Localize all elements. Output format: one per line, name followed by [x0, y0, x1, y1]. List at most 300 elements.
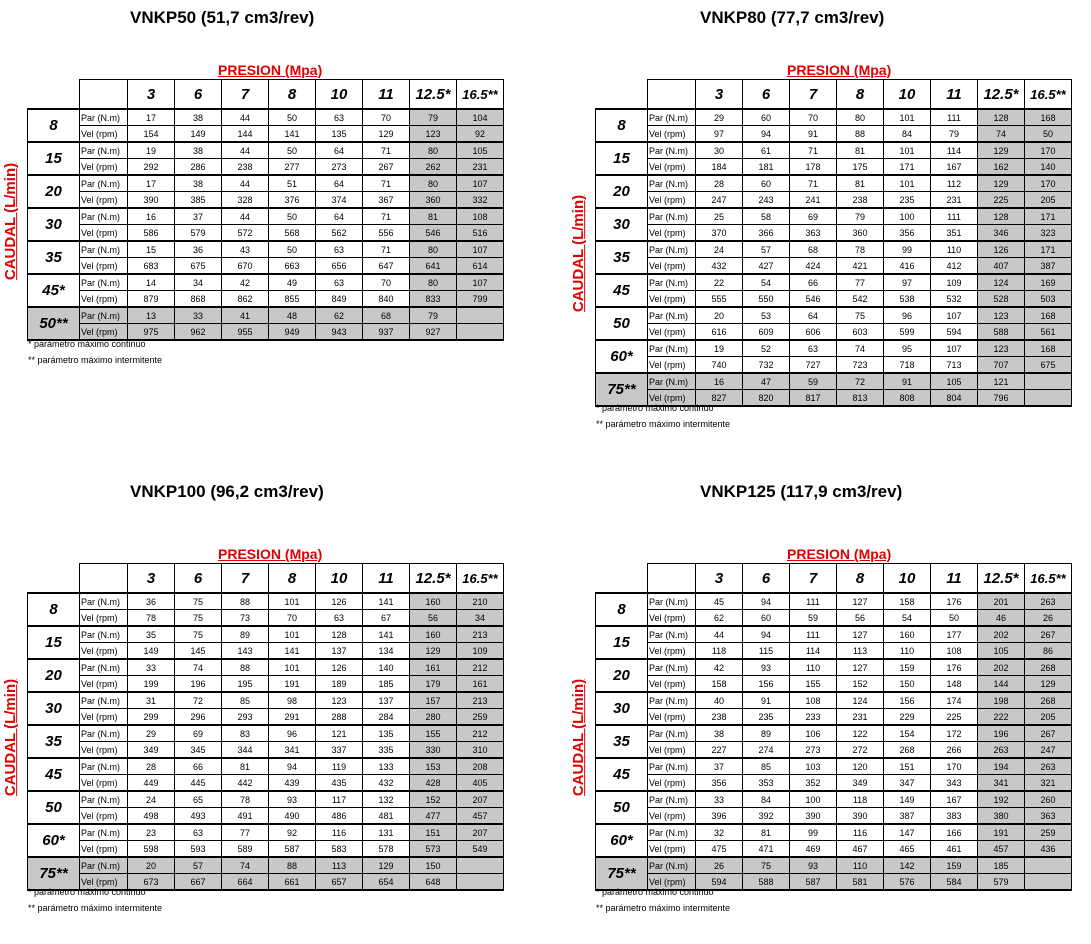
speed-cell: 713 — [931, 357, 978, 374]
pressure-header: 7 — [222, 564, 269, 594]
torque-cell: 74 — [837, 340, 884, 357]
flow-value: 45 — [596, 758, 648, 791]
par-label: Par (N.m) — [80, 142, 128, 159]
speed-cell: 337 — [316, 742, 363, 759]
pressure-header: 3 — [128, 80, 175, 110]
torque-cell: 171 — [1025, 241, 1072, 258]
torque-cell: 96 — [269, 725, 316, 742]
torque-cell: 268 — [1025, 659, 1072, 676]
speed-cell: 149 — [175, 126, 222, 143]
speed-cell: 606 — [790, 324, 837, 341]
torque-cell: 44 — [222, 142, 269, 159]
speed-cell: 233 — [790, 709, 837, 726]
speed-cell: 129 — [363, 126, 410, 143]
presion-axis-label: PRESION (Mpa) — [218, 62, 323, 78]
torque-cell — [1025, 857, 1072, 874]
speed-cell: 92 — [457, 126, 504, 143]
torque-cell: 19 — [128, 142, 175, 159]
par-label: Par (N.m) — [648, 109, 696, 126]
torque-cell: 63 — [175, 824, 222, 841]
torque-cell: 32 — [696, 824, 743, 841]
speed-cell: 498 — [128, 808, 175, 825]
torque-cell: 126 — [978, 241, 1025, 258]
torque-cell: 170 — [1025, 142, 1072, 159]
par-label: Par (N.m) — [648, 692, 696, 709]
speed-cell: 114 — [790, 643, 837, 660]
speed-cell: 528 — [978, 291, 1025, 308]
pressure-header: 3 — [128, 564, 175, 594]
torque-cell: 93 — [790, 857, 837, 874]
speed-cell: 927 — [410, 324, 457, 341]
speed-cell: 178 — [790, 159, 837, 176]
speed-cell: 67 — [363, 610, 410, 627]
speed-cell: 412 — [931, 258, 978, 275]
torque-cell: 24 — [696, 241, 743, 258]
par-label: Par (N.m) — [648, 857, 696, 874]
par-label: Par (N.m) — [648, 142, 696, 159]
speed-cell: 129 — [410, 643, 457, 660]
speed-cell: 808 — [884, 390, 931, 407]
torque-cell: 29 — [696, 109, 743, 126]
torque-cell: 75 — [175, 626, 222, 643]
speed-cell: 593 — [175, 841, 222, 858]
torque-cell: 177 — [931, 626, 978, 643]
torque-cell: 72 — [175, 692, 222, 709]
speed-cell: 274 — [743, 742, 790, 759]
speed-cell — [1025, 874, 1072, 891]
speed-cell: 349 — [128, 742, 175, 759]
speed-cell: 292 — [128, 159, 175, 176]
speed-cell: 152 — [837, 676, 884, 693]
torque-cell: 167 — [931, 791, 978, 808]
par-label: Par (N.m) — [80, 593, 128, 610]
speed-cell: 723 — [837, 357, 884, 374]
torque-cell: 129 — [363, 857, 410, 874]
par-label: Par (N.m) — [648, 274, 696, 291]
torque-cell: 94 — [269, 758, 316, 775]
torque-cell: 105 — [931, 373, 978, 390]
speed-cell: 97 — [696, 126, 743, 143]
panel-title: VNKP50 (51,7 cm3/rev) — [130, 8, 315, 27]
speed-cell: 937 — [363, 324, 410, 341]
torque-cell: 91 — [743, 692, 790, 709]
speed-cell: 231 — [457, 159, 504, 176]
vel-label: Vel (rpm) — [80, 159, 128, 176]
torque-cell: 94 — [743, 626, 790, 643]
note-intermittent: ** parámetro máximo intermitente — [28, 355, 163, 365]
speed-cell: 648 — [410, 874, 457, 891]
torque-cell: 22 — [696, 274, 743, 291]
speed-cell: 118 — [696, 643, 743, 660]
torque-cell: 69 — [790, 208, 837, 225]
flow-value: 8 — [28, 593, 80, 626]
par-label: Par (N.m) — [648, 593, 696, 610]
vel-label: Vel (rpm) — [80, 676, 128, 693]
caudal-axis-label: CAUDAL (L/min) — [569, 678, 587, 796]
par-label: Par (N.m) — [80, 791, 128, 808]
flow-value: 15 — [28, 626, 80, 659]
par-label: Par (N.m) — [648, 208, 696, 225]
vel-label: Vel (rpm) — [80, 709, 128, 726]
torque-cell: 107 — [931, 340, 978, 357]
torque-cell: 105 — [457, 142, 504, 159]
flow-value: 45 — [596, 274, 648, 307]
torque-cell: 112 — [931, 175, 978, 192]
speed-cell: 461 — [931, 841, 978, 858]
par-label: Par (N.m) — [648, 340, 696, 357]
torque-cell: 75 — [743, 857, 790, 874]
torque-cell: 33 — [175, 307, 222, 324]
torque-cell: 99 — [884, 241, 931, 258]
torque-cell: 263 — [1025, 593, 1072, 610]
speed-cell: 578 — [363, 841, 410, 858]
speed-cell: 356 — [696, 775, 743, 792]
speed-cell: 855 — [269, 291, 316, 308]
speed-cell: 594 — [931, 324, 978, 341]
speed-cell: 113 — [837, 643, 884, 660]
par-label: Par (N.m) — [80, 692, 128, 709]
speed-cell: 56 — [410, 610, 457, 627]
torque-cell: 36 — [175, 241, 222, 258]
speed-cell: 732 — [743, 357, 790, 374]
torque-cell: 159 — [931, 857, 978, 874]
speed-cell: 263 — [978, 742, 1025, 759]
speed-cell: 467 — [837, 841, 884, 858]
speed-cell: 46 — [978, 610, 1025, 627]
torque-cell: 101 — [884, 142, 931, 159]
par-label: Par (N.m) — [648, 824, 696, 841]
torque-cell: 42 — [696, 659, 743, 676]
torque-cell: 71 — [790, 142, 837, 159]
speed-cell: 156 — [743, 676, 790, 693]
flow-value: 60* — [596, 824, 648, 857]
torque-cell: 111 — [790, 593, 837, 610]
torque-cell: 68 — [790, 241, 837, 258]
vel-label: Vel (rpm) — [648, 225, 696, 242]
flow-value: 50 — [596, 307, 648, 340]
speed-cell: 356 — [884, 225, 931, 242]
torque-cell: 121 — [316, 725, 363, 742]
speed-cell: 150 — [884, 676, 931, 693]
torque-cell: 116 — [316, 824, 363, 841]
pressure-header: 8 — [269, 80, 316, 110]
torque-cell: 152 — [410, 791, 457, 808]
speed-cell: 532 — [931, 291, 978, 308]
torque-cell: 75 — [175, 593, 222, 610]
pressure-header: 10 — [316, 80, 363, 110]
speed-cell: 405 — [457, 775, 504, 792]
torque-cell: 16 — [128, 208, 175, 225]
torque-cell: 170 — [1025, 175, 1072, 192]
speed-cell: 344 — [222, 742, 269, 759]
speed-cell: 238 — [837, 192, 884, 209]
speed-cell: 616 — [696, 324, 743, 341]
vel-label: Vel (rpm) — [648, 159, 696, 176]
flow-value: 20 — [596, 659, 648, 692]
speed-cell — [1025, 390, 1072, 407]
speed-cell: 481 — [363, 808, 410, 825]
vel-label: Vel (rpm) — [80, 874, 128, 891]
speed-cell: 383 — [931, 808, 978, 825]
torque-cell: 202 — [978, 626, 1025, 643]
speed-cell: 148 — [931, 676, 978, 693]
torque-cell: 92 — [269, 824, 316, 841]
torque-cell: 192 — [978, 791, 1025, 808]
torque-cell — [1025, 373, 1072, 390]
speed-cell: 299 — [128, 709, 175, 726]
torque-cell: 81 — [837, 175, 884, 192]
torque-cell: 88 — [269, 857, 316, 874]
speed-cell: 231 — [931, 192, 978, 209]
flow-value: 60* — [28, 824, 80, 857]
speed-cell: 238 — [696, 709, 743, 726]
speed-cell: 155 — [790, 676, 837, 693]
speed-cell: 471 — [743, 841, 790, 858]
torque-cell: 124 — [978, 274, 1025, 291]
torque-cell: 208 — [457, 758, 504, 775]
torque-cell: 107 — [457, 175, 504, 192]
flow-value: 20 — [28, 175, 80, 208]
speed-cell: 390 — [790, 808, 837, 825]
speed-cell: 162 — [978, 159, 1025, 176]
speed-cell: 579 — [175, 225, 222, 242]
flow-value: 30 — [28, 208, 80, 241]
speed-cell: 445 — [175, 775, 222, 792]
speed-cell: 740 — [696, 357, 743, 374]
torque-cell: 70 — [363, 274, 410, 291]
speed-cell: 670 — [222, 258, 269, 275]
speed-cell: 296 — [175, 709, 222, 726]
torque-cell: 48 — [269, 307, 316, 324]
speed-cell: 707 — [978, 357, 1025, 374]
torque-cell: 80 — [410, 241, 457, 258]
torque-cell: 59 — [790, 373, 837, 390]
speed-cell: 229 — [884, 709, 931, 726]
torque-cell: 101 — [269, 593, 316, 610]
torque-cell: 81 — [410, 208, 457, 225]
speed-cell: 588 — [978, 324, 1025, 341]
speed-cell: 542 — [837, 291, 884, 308]
par-label: Par (N.m) — [80, 758, 128, 775]
torque-cell: 128 — [978, 208, 1025, 225]
flow-value: 8 — [596, 109, 648, 142]
torque-cell: 101 — [269, 659, 316, 676]
torque-cell: 85 — [743, 758, 790, 775]
flow-value: 8 — [28, 109, 80, 142]
speed-cell: 222 — [978, 709, 1025, 726]
torque-cell: 160 — [410, 626, 457, 643]
torque-cell: 212 — [457, 725, 504, 742]
speed-cell: 407 — [978, 258, 1025, 275]
pressure-header: 8 — [269, 564, 316, 594]
torque-cell: 20 — [128, 857, 175, 874]
torque-cell: 64 — [316, 142, 363, 159]
speed-cell: 370 — [696, 225, 743, 242]
torque-cell: 29 — [128, 725, 175, 742]
speed-cell: 546 — [410, 225, 457, 242]
torque-cell: 126 — [316, 659, 363, 676]
par-label: Par (N.m) — [80, 857, 128, 874]
torque-cell: 106 — [790, 725, 837, 742]
torque-cell: 119 — [316, 758, 363, 775]
speed-cell: 54 — [884, 610, 931, 627]
speed-cell: 562 — [316, 225, 363, 242]
torque-cell: 60 — [743, 175, 790, 192]
speed-cell: 360 — [410, 192, 457, 209]
torque-cell: 127 — [837, 626, 884, 643]
torque-cell: 129 — [978, 175, 1025, 192]
flow-value: 20 — [596, 175, 648, 208]
torque-cell: 64 — [790, 307, 837, 324]
panel-title: VNKP100 (96,2 cm3/rev) — [130, 482, 324, 501]
speed-cell: 609 — [743, 324, 790, 341]
speed-cell: 196 — [175, 676, 222, 693]
torque-cell: 111 — [931, 208, 978, 225]
torque-cell: 131 — [363, 824, 410, 841]
speed-cell: 123 — [410, 126, 457, 143]
pressure-header: 10 — [316, 564, 363, 594]
speed-cell: 277 — [269, 159, 316, 176]
par-label: Par (N.m) — [648, 659, 696, 676]
presion-axis-label: PRESION (Mpa) — [787, 546, 892, 562]
speed-cell: 573 — [410, 841, 457, 858]
vel-label: Vel (rpm) — [80, 126, 128, 143]
torque-cell: 77 — [837, 274, 884, 291]
speed-cell: 376 — [269, 192, 316, 209]
note-continuous: * parámetro máximo continuo — [596, 887, 714, 897]
par-label: Par (N.m) — [80, 175, 128, 192]
torque-cell: 63 — [316, 274, 363, 291]
flow-value: 50 — [28, 791, 80, 824]
speed-cell: 280 — [410, 709, 457, 726]
speed-cell: 804 — [931, 390, 978, 407]
torque-cell: 111 — [790, 626, 837, 643]
torque-cell: 196 — [978, 725, 1025, 742]
speed-cell: 56 — [837, 610, 884, 627]
speed-cell: 341 — [269, 742, 316, 759]
torque-cell: 103 — [790, 758, 837, 775]
torque-cell: 101 — [884, 175, 931, 192]
torque-cell: 26 — [696, 857, 743, 874]
performance-table — [595, 79, 1072, 407]
speed-cell: 587 — [269, 841, 316, 858]
speed-cell: 341 — [978, 775, 1025, 792]
speed-cell: 189 — [316, 676, 363, 693]
torque-cell: 201 — [978, 593, 1025, 610]
speed-cell: 109 — [457, 643, 504, 660]
vel-label: Vel (rpm) — [80, 324, 128, 341]
speed-cell: 179 — [410, 676, 457, 693]
caudal-axis-label: CAUDAL (L/min) — [569, 194, 587, 312]
speed-cell: 135 — [316, 126, 363, 143]
speed-cell: 380 — [978, 808, 1025, 825]
speed-cell: 385 — [175, 192, 222, 209]
vel-label: Vel (rpm) — [648, 610, 696, 627]
speed-cell: 273 — [790, 742, 837, 759]
torque-cell: 28 — [128, 758, 175, 775]
torque-cell: 57 — [175, 857, 222, 874]
flow-value: 35 — [28, 241, 80, 274]
torque-cell: 36 — [128, 593, 175, 610]
speed-cell: 84 — [884, 126, 931, 143]
par-label: Par (N.m) — [80, 659, 128, 676]
vel-label: Vel (rpm) — [80, 643, 128, 660]
speed-cell: 235 — [884, 192, 931, 209]
par-label: Par (N.m) — [648, 307, 696, 324]
speed-cell: 503 — [1025, 291, 1072, 308]
torque-cell: 51 — [269, 175, 316, 192]
torque-cell: 83 — [222, 725, 269, 742]
speed-cell: 184 — [696, 159, 743, 176]
presion-axis-label: PRESION (Mpa) — [218, 546, 323, 562]
speed-cell: 247 — [1025, 742, 1072, 759]
speed-cell: 363 — [790, 225, 837, 242]
torque-cell: 124 — [837, 692, 884, 709]
torque-cell: 108 — [457, 208, 504, 225]
speed-cell: 273 — [316, 159, 363, 176]
speed-cell: 143 — [222, 643, 269, 660]
speed-cell: 272 — [837, 742, 884, 759]
torque-cell: 38 — [175, 175, 222, 192]
speed-cell: 50 — [931, 610, 978, 627]
vel-label: Vel (rpm) — [648, 258, 696, 275]
vel-label: Vel (rpm) — [80, 291, 128, 308]
speed-cell: 225 — [931, 709, 978, 726]
speed-cell: 862 — [222, 291, 269, 308]
speed-cell: 62 — [696, 610, 743, 627]
pressure-header: 6 — [743, 80, 790, 110]
torque-cell: 71 — [363, 241, 410, 258]
torque-cell: 267 — [1025, 725, 1072, 742]
torque-cell: 19 — [696, 340, 743, 357]
speed-cell: 718 — [884, 357, 931, 374]
torque-cell: 50 — [269, 241, 316, 258]
torque-cell: 94 — [743, 593, 790, 610]
torque-cell: 91 — [884, 373, 931, 390]
flow-value: 45* — [28, 274, 80, 307]
par-label: Par (N.m) — [80, 824, 128, 841]
torque-cell: 259 — [1025, 824, 1072, 841]
speed-cell: 323 — [1025, 225, 1072, 242]
speed-cell: 63 — [316, 610, 363, 627]
speed-cell: 374 — [316, 192, 363, 209]
torque-cell: 71 — [363, 175, 410, 192]
pressure-header: 11 — [363, 80, 410, 110]
torque-cell: 149 — [884, 791, 931, 808]
torque-cell: 127 — [837, 593, 884, 610]
speed-cell: 439 — [269, 775, 316, 792]
torque-cell: 95 — [884, 340, 931, 357]
speed-cell: 363 — [1025, 808, 1072, 825]
torque-cell: 66 — [175, 758, 222, 775]
torque-cell: 169 — [1025, 274, 1072, 291]
vel-label: Vel (rpm) — [648, 874, 696, 891]
speed-cell: 432 — [363, 775, 410, 792]
speed-cell: 259 — [457, 709, 504, 726]
torque-cell: 79 — [410, 109, 457, 126]
speed-cell: 110 — [884, 643, 931, 660]
torque-cell: 78 — [837, 241, 884, 258]
torque-cell: 79 — [410, 307, 457, 324]
pressure-header: 7 — [222, 80, 269, 110]
torque-cell: 141 — [363, 593, 410, 610]
speed-cell: 663 — [269, 258, 316, 275]
torque-cell: 64 — [316, 175, 363, 192]
speed-cell: 975 — [128, 324, 175, 341]
note-intermittent: ** parámetro máximo intermitente — [28, 903, 163, 913]
speed-cell: 231 — [837, 709, 884, 726]
vel-label: Vel (rpm) — [648, 742, 696, 759]
